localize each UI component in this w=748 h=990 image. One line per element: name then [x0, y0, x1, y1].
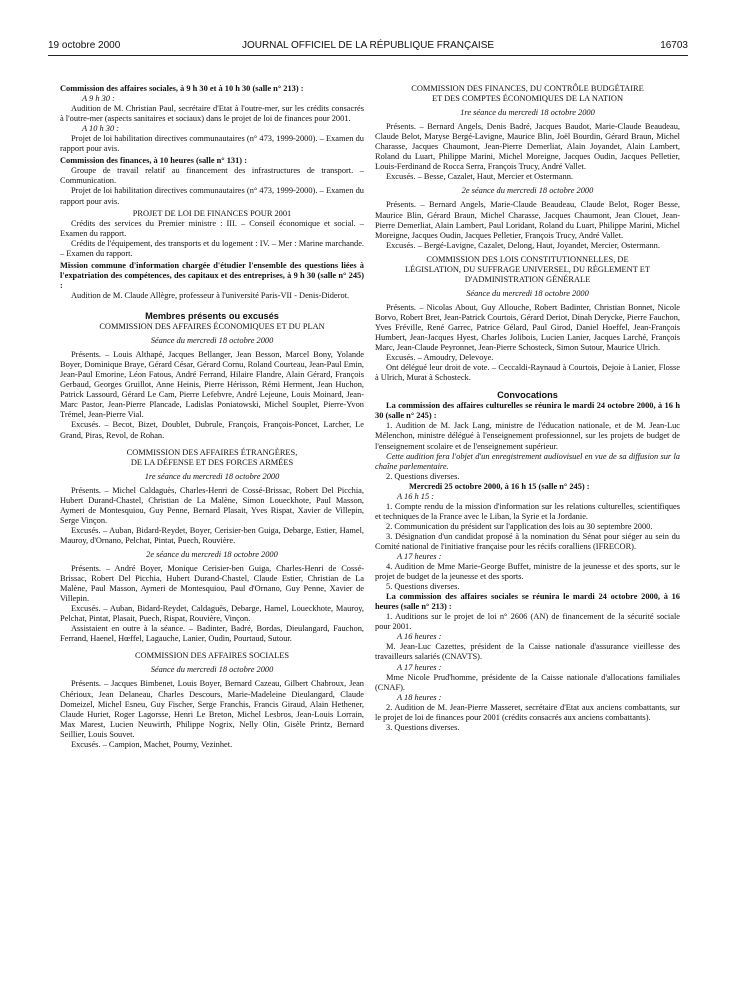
conv-audiovisuel: Cette audition fera l'objet d'un enregistrement audiovisuel en vue de sa diffusion sur la chaîne parlementaire. [375, 451, 680, 471]
cafe-s2-presents: Présents. – André Boyer, Monique Cerisier-ben Guiga, Charles-Henri de Cossé-Brissac, Robert Del Picchia, Hubert Durand-Chastel, Claude Estier, Christian de La Malène, Paul Masson, Aymeri de Montesquiou, Paul d'Ornano, Guy Penne, Xavier de Villepin. [60, 564, 364, 604]
journal-title: JOURNAL OFFICIEL DE LA RÉPUBLIQUE FRANÇAISE [241, 40, 495, 51]
pl-habilitation-1: Projet de loi habilitation directives communautaires (n° 473, 1999-2000). – Examen du rapport pour avis. [60, 134, 364, 154]
conv-m2: 2. Communication du président sur l'application des lois au 30 septembre 2000. [386, 521, 653, 531]
cafe-s2-assist: Assistaient en outre à la séance. – Badinter, Badré, Bordas, Dieulangard, Fauchon, Ferrand, Haenel, Hœffel, Lagauche, Lanier, Oudin, Pourtaud, Sutour. [60, 624, 364, 644]
cae-heading: COMMISSION DES AFFAIRES ÉCONOMIQUES ET DU PLAN [99, 322, 325, 332]
cafe-seance-1: 1re séance du mercredi 18 octobre 2000 [144, 471, 280, 481]
time-930: A 9 h 30 : [82, 94, 115, 104]
conv-sociales: La commission des affaires sociales se réunira le mardi 24 octobre 2000, à 16 heures (salle n° 213) : [375, 592, 680, 612]
conv-item-1: 1. Audition de M. Jack Lang, ministre de l'éducation nationale, et de M. Jean-Luc Mélenchon, ministre délégué à l'enseignement professionnel, sur les projets de budget de l'enseignement scolaire et de l'enseignement supérieur. [375, 421, 680, 451]
pl-habilitation-2: Projet de loi habilitation directives communautaires (n° 473, 1999-2000). – Examen du rapport pour avis. [60, 186, 364, 206]
clc-title-1: COMMISSION DES LOIS CONSTITUTIONNELLES, DE [426, 254, 629, 264]
cae-presents: Présents. – Louis Althapé, Jacques Bellanger, Jean Besson, Marcel Bony, Yolande Boyer, Dominique Braye, Gérard César, Gérard Cornu, Roland Courteau, Jean-Paul Emin, Jean-Paul Emorine, Léon Fatous, André Ferrand, Hilaire Flandre, Alain Gérard, François Gerbaud, Georges Gruillot, Anne Heinis, Pierre Hérisson, Rémi Herment, Jean Huchon, Patrick Lassourd, Gérard Le Cam, Pierre Lefebvre, André Lejeune, Louis Moinard, Jean-Marc Pastor, Jean-Pierre Plancade, Ladislas Poniatowski, Michel Souplet, Pierre-Yvon Trémel, Jean-Pierre Vial. [60, 350, 364, 420]
cafe-s1-presents: Présents. – Michel Caldaguès, Charles-Henri de Cossé-Brissac, Robert Del Picchia, Hubert Durand-Chastel, Christian de La Malène, Simon Loueckhote, Paul Masson, Aymeri de Montesquiou, Guy Penne, Bernard Plasait, Yves Rispat, Xavier de Villepin, Serge Vinçon. [60, 485, 364, 525]
clc-excuses: Excusés. – Amoudry, Delevoye. [386, 353, 494, 363]
cf-s1-excuses: Excusés. – Besse, Cazalet, Haut, Mercier et Ostermann. [386, 172, 573, 182]
page-number: 16703 [660, 40, 688, 51]
clc-title-3: D'ADMINISTRATION GÉNÉRALE [464, 274, 591, 284]
clc-title-2: LÉGISLATION, DU SUFFRAGE UNIVERSEL, DU RÈGLEMENT ET [404, 264, 651, 274]
conv-m1: 1. Compte rendu de la mission d'information sur les relations culturelles, scientifiques et techniques de la France avec le Liban, la Syrie et la Jordanie. [375, 501, 680, 521]
cafe-s2-excuses: Excusés. – Auban, Bidard-Reydet, Caldaguès, Debarge, Hamel, Loueckhote, Mauroy, Pelchat, Pintat, Plasait, Puech, Rispat, Rouvière, Vinçon. [60, 604, 364, 624]
conv-s3: 3. Questions diverses. [386, 722, 460, 732]
conv-time-17b: A 17 heures : [397, 662, 442, 672]
time-1030: A 10 h 30 : [82, 124, 120, 134]
conv-s2: 2. Audition de M. Jean-Pierre Masseret, secrétaire d'Etat aux anciens combattants, sur le projet de loi de finances pour 2001 (crédits consacrés aux anciens combattants). [375, 702, 680, 722]
conv-m5: 5. Questions diverses. [386, 582, 460, 592]
cf-seance-2: 2e séance du mercredi 18 octobre 2000 [461, 186, 594, 196]
conv-time-16: A 16 heures : [397, 632, 442, 642]
cafe-heading-2: DE LA DÉFENSE ET DES FORCES ARMÉES [130, 457, 294, 467]
page-header [48, 40, 688, 54]
cae-excuses: Excusés. – Becot, Bizet, Doublet, Dubrule, François, François-Poncet, Larcher, Le Grand, Piras, Revol, de Rohan. [60, 420, 364, 440]
conv-m3: 3. Désignation d'un candidat proposé à la nomination du Sénat pour siéger au sein du Comité national de l'initiative française pour les récifs coralliens (IFRECOR). [375, 531, 680, 551]
cafe-seance-2: 2e séance du mercredi 18 octobre 2000 [146, 549, 278, 559]
conv-culturelles: La commission des affaires culturelles se réunira le mardi 24 octobre 2000, à 16 h 30 (salle n° 245) : [375, 401, 680, 421]
conv-item-2: 2. Questions diverses. [386, 471, 460, 481]
cf-s2-presents: Présents. – Bernard Angels, Marie-Claude Beaudeau, Claude Belot, Roger Besse, Maurice Blin, Gérard Braun, Michel Charasse, Jacques Chaumont, Jean Clouet, Jean-Pierre Demerliat, Alain Lambert, Paul Loridant, Roland du Luart, Philippe Marini, Michel Moreigne, Jacques Oudin, Jacques Pelletier, François Trucy, André Vallet. [375, 200, 680, 240]
header-date: 19 octobre 2000 [48, 40, 121, 51]
cafe-heading-1: COMMISSION DES AFFAIRES ÉTRANGÈRES, [126, 447, 298, 457]
clc-presents: Présents. – Nicolas About, Guy Allouche, Robert Badinter, Christian Bonnet, Nicole Borvo, Robert Bret, Jean-Patrick Courtois, Gérard Deriot, Dinah Derycke, Pierre Fauchon, Yves Fréville, René Garrec, Patrice Gélard, Paul Girod, Daniel Hoeffel, Jean-François Humbert, Jean-Jacques Hyest, Charles Jolibois, Lucien Lanier, Jacques Larché, François Marc, Jean-Claude Peyronnet, Jean-Pierre Schosteck, Simon Sutour, Maurice Ulrich. [375, 302, 680, 353]
cas2-heading: COMMISSION DES AFFAIRES SOCIALES [134, 651, 290, 661]
conv-cazettes: M. Jean-Luc Cazettes, président de la Caisse nationale d'assurance vieillesse des travailleurs salariés (CNAVTS). [375, 642, 680, 662]
conv-time-18: A 18 heures : [397, 692, 442, 702]
right-column [375, 84, 680, 733]
cae-seance: Séance du mercredi 18 octobre 2000 [150, 336, 274, 346]
cf-seance-1: 1re séance du mercredi 18 octobre 2000 [460, 108, 595, 118]
cas-heading: Commission des affaires sociales, à 9 h 30 et à 10 h 30 (salle n° 213) : [60, 84, 304, 93]
membres-heading: Membres présents ou excusés [145, 310, 279, 321]
cf-s2-excuses: Excusés. – Bergé-Lavigne, Cazalet, Delong, Haut, Joyandet, Mercier, Ostermann. [386, 240, 660, 250]
conv-prudhomme: Mme Nicole Prud'homme, présidente de la Caisse nationale d'allocations familiales (CNAF). [375, 672, 680, 692]
cf-s1-presents: Présents. – Bernard Angels, Denis Badré, Jacques Baudot, Marie-Claude Beaudeau, Claude Belot, Maryse Bergé-Lavigne, Maurice Blin, Joël Bourdin, Gérard Braun, Michel Charasse, Jacques Chaumont, Jean-Pierre Demerliat, Alain Joyandet, Alain Lambert, Roland du Luart, Philippe Marini, Michel Moreigne, Jacques Oudin, Jacques Pelletier, Louis-Ferdinand de Rocca Serra, François Trucy, André Vallet. [375, 122, 680, 172]
conv-m4: 4. Audition de Mme Marie-George Buffet, ministre de la jeunesse et des sports, sur le projet de budget de la jeunesse et des sports. [375, 562, 680, 582]
audition-paul: Audition de M. Christian Paul, secrétaire d'Etat à l'outre-mer, sur les crédits consacrés à l'outre-mer (aspects sanitaires et sociaux) dans le projet de loi de finances pour 2001. [60, 104, 364, 124]
conv-s1: 1. Auditions sur le projet de loi n° 2606 (AN) de financement de la sécurité sociale pour 2001. [375, 612, 680, 632]
mission-heading: Mission commune d'information chargée d'étudier l'ensemble des questions liées à l'expatriation des compétences, des capitaux et des entreprises, à 9 h 30 (salle n° 245) : [60, 260, 364, 290]
cas2-presents: Présents. – Jacques Bimbenet, Louis Boyer, Bernard Cazeau, Gilbert Chabroux, Jean Chérioux, Jean Delaneau, Charles Descours, Marie-Madeleine Dieulangard, Claude Domeizel, Michel Esneu, Guy Fischer, Serge Franchis, Francis Giraud, Alain Hethener, Claude Huriet, Roger Lagorsse, Henri Le Breton, Michel Lesbros, Jean-Louis Lorrain, Max Marest, Lucien Neuwirth, Philippe Nogrix, Nelly Olin, Gisèle Printz, Bernard Seillier, Louis Souvet. [60, 679, 364, 739]
cafe-s1-excuses: Excusés. – Auban, Bidard-Reydet, Boyer, Cerisier-ben Guiga, Debarge, Estier, Hamel, Mauroy, d'Ornano, Pelchat, Pintat, Puech, Rouvière. [60, 525, 364, 545]
groupe-travail: Groupe de travail relatif au financement des infrastructures de transport. – Communication. [60, 166, 364, 186]
credits-pm: Crédits des services du Premier ministre : III. – Conseil économique et social. – Examen du rapport. [60, 218, 364, 238]
left-column [60, 84, 364, 750]
plf-heading: PROJET DE LOI DE FINANCES POUR 2001 [132, 208, 292, 218]
cas2-seance: Séance du mercredi 18 octobre 2000 [150, 665, 274, 675]
conv-time-1615: A 16 h 15 : [397, 491, 435, 501]
clc-seance: Séance du mercredi 18 octobre 2000 [466, 288, 589, 298]
cf-title-2: ET DES COMPTES ÉCONOMIQUES DE LA NATION [431, 94, 624, 104]
credits-eq: Crédits de l'équipement, des transports et du logement : IV. – Mer : Marine marchande. – Examen du rapport. [60, 238, 364, 258]
clc-delegue: Ont délégué leur droit de vote. – Ceccaldi-Raynaud à Courtois, Dejoie à Lanier, Flosse à Ulrich, Murat à Schosteck. [375, 363, 680, 383]
conv-mercredi: Mercredi 25 octobre 2000, à 16 h 15 (salle n° 245) : [409, 481, 590, 491]
cas2-excuses: Excusés. – Campion, Machet, Pourny, Vezinhet. [71, 739, 233, 749]
audition-allegre: Audition de M. Claude Allègre, professeur à l'université Paris-VII - Denis-Diderot. [71, 290, 350, 300]
header-rule [48, 55, 688, 56]
conv-time-17: A 17 heures : [397, 552, 442, 562]
convocations-heading: Convocations [497, 390, 558, 401]
cf-heading: Commission des finances, à 10 heures (salle n° 131) : [60, 156, 247, 166]
cf-title-1: COMMISSION DES FINANCES, DU CONTRÔLE BUDGÉTAIRE [411, 84, 644, 93]
